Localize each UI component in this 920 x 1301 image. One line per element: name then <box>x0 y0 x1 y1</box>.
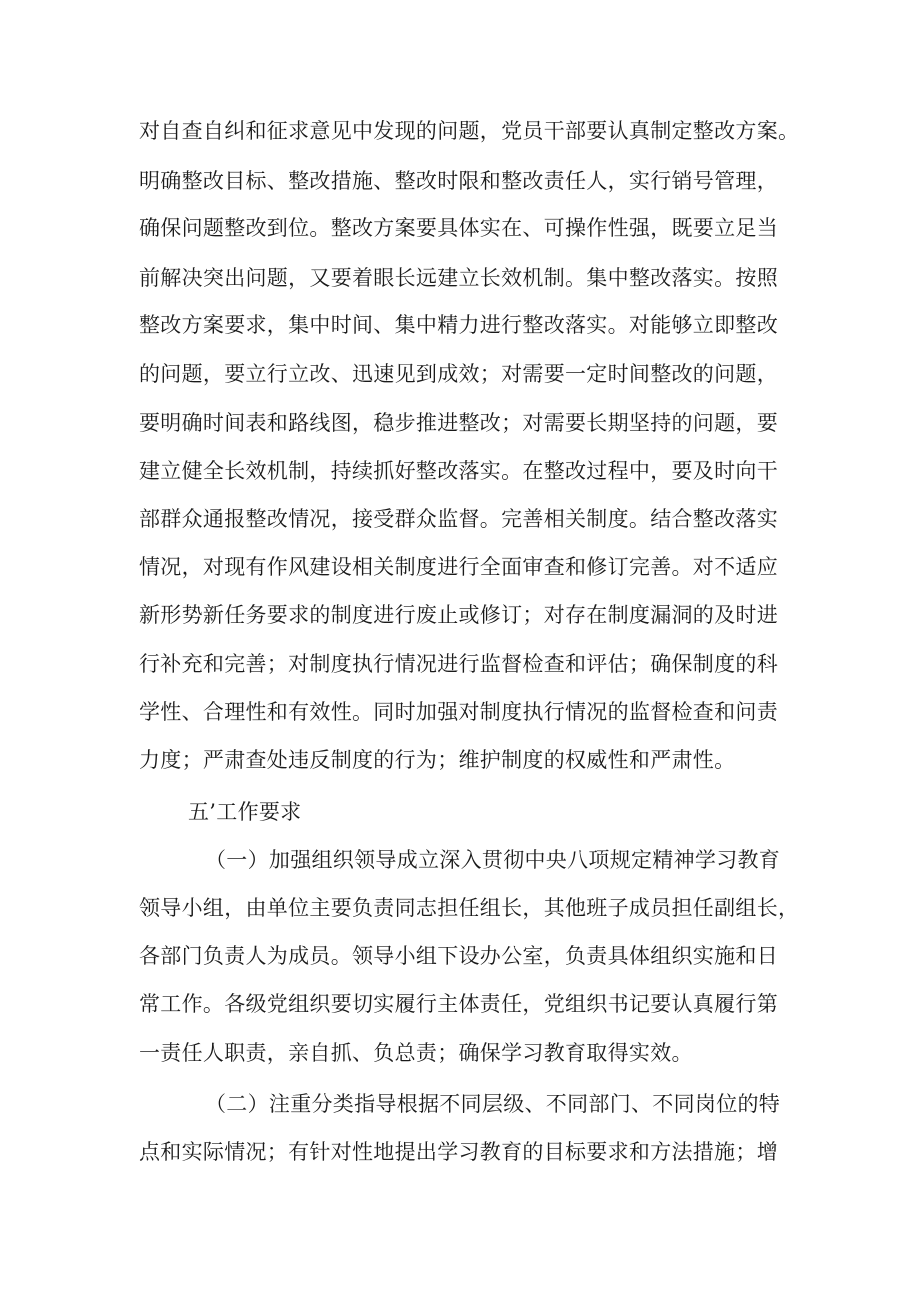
body-line: 整改方案要求，集中时间、集中精力进行整改落实。对能够立即整改 <box>139 313 778 337</box>
body-line: 力度；严肃查处违反制度的行为；维护制度的权威性和严肃性。 <box>139 748 736 772</box>
body-line: 部群众通报整改情况，接受群众监督。完善相关制度。结合整改落实 <box>139 507 778 531</box>
item-one-line: （一）加强组织领导成立深入贯彻中央八项规定精神学习教育 <box>205 848 781 872</box>
body-line: 学性、合理性和有效性。同时加强对制度执行情况的监督检查和问责 <box>139 700 778 724</box>
body-line: 情况，对现有作风建设相关制度进行全面审查和修订完善。对不适应 <box>139 555 778 579</box>
item-one-line: 常工作。各级党组织要切实履行主体责任，党组织书记要认真履行第 <box>139 992 778 1016</box>
item-one-line: 一责任人职责，亲自抓、负总责；确保学习教育取得实效。 <box>139 1041 693 1065</box>
body-line: 新形势新任务要求的制度进行废止或修订；对存在制度漏洞的及时进 <box>139 603 778 627</box>
item-one-line: 各部门负责人为成员。领导小组下设办公室，负责具体组织实施和日 <box>139 944 778 968</box>
item-two-line: （二）注重分类指导根据不同层级、不同部门、不同岗位的特 <box>205 1092 781 1116</box>
body-line: 确保问题整改到位。整改方案要具体实在、可操作性强，既要立足当 <box>139 216 778 240</box>
body-line: 对自查自纠和征求意见中发现的问题，党员干部要认真制定整改方案。 <box>139 119 800 143</box>
body-line: 建立健全长效机制，持续抓好整改落实。在整改过程中，要及时向干 <box>139 459 778 483</box>
body-line: 明确整改目标、整改措施、整改时限和整改责任人，实行销号管理， <box>139 169 778 193</box>
body-line: 前解决突出问题，又要着眼长远建立长效机制。集中整改落实。按照 <box>139 266 778 290</box>
body-line: 行补充和完善；对制度执行情况进行监督检查和评估；确保制度的科 <box>139 652 778 676</box>
body-line: 要明确时间表和路线图，稳步推进整改；对需要长期坚持的问题，要 <box>139 411 778 435</box>
item-two-line: 点和实际情况；有针对性地提出学习教育的目标要求和方法措施；增 <box>139 1140 778 1164</box>
section-heading: 五’工作要求 <box>188 800 302 824</box>
item-one-line: 领导小组，由单位主要负责同志担任组长，其他班子成员担任副组长， <box>139 896 800 920</box>
body-line: 的问题，要立行立改、迅速见到成效；对需要一定时间整改的问题， <box>139 362 778 386</box>
